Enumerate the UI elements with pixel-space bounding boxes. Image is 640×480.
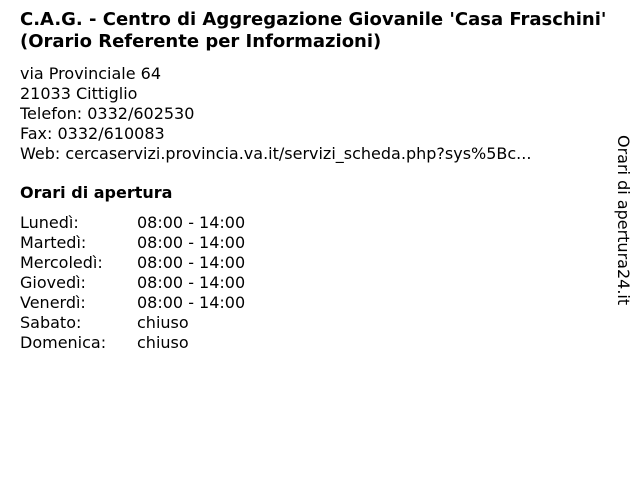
- phone-number: Telefon: 0332/602530: [20, 104, 195, 123]
- website-link[interactable]: Web: cercaservizi.provincia.va.it/servizi_scheda.php?sys%5Bc...: [20, 144, 532, 163]
- day-hours: chiuso: [137, 333, 189, 352]
- day-hours: chiuso: [137, 313, 189, 332]
- day-hours: 08:00 - 14:00: [137, 213, 246, 232]
- site-watermark: Orari di apertura24.it: [614, 135, 633, 306]
- city-postal-code: 21033 Cittiglio: [20, 84, 138, 103]
- day-hours: 08:00 - 14:00: [137, 233, 246, 252]
- day-hours: 08:00 - 14:00: [137, 273, 246, 292]
- street-address: via Provinciale 64: [20, 64, 162, 83]
- day-label: Domenica:: [20, 333, 107, 352]
- day-hours: 08:00 - 14:00: [137, 293, 246, 312]
- hours-row-sunday: [20, 333, 245, 353]
- hours-row-wednesday: [20, 253, 245, 273]
- opening-hours-heading: Orari di apertura: [20, 183, 173, 202]
- day-label: Venerdì:: [20, 293, 86, 312]
- day-label: Lunedì:: [20, 213, 79, 232]
- hours-row-tuesday: [20, 233, 245, 253]
- day-label: Mercoledì:: [20, 253, 103, 272]
- day-label: Giovedì:: [20, 273, 86, 292]
- hours-row-saturday: [20, 313, 245, 333]
- hours-row-thursday: [20, 273, 245, 293]
- day-label: Martedì:: [20, 233, 87, 252]
- address-block: [20, 64, 600, 164]
- day-hours: 08:00 - 14:00: [137, 253, 246, 272]
- page-title: C.A.G. - Centro di Aggregazione Giovanile 'Casa Fraschini' (Orario Referente per Informazioni): [20, 9, 607, 52]
- hours-row-monday: [20, 213, 245, 233]
- day-label: Sabato:: [20, 313, 82, 332]
- fax-number: Fax: 0332/610083: [20, 124, 165, 143]
- hours-row-friday: [20, 293, 245, 313]
- opening-hours-table: [20, 213, 245, 353]
